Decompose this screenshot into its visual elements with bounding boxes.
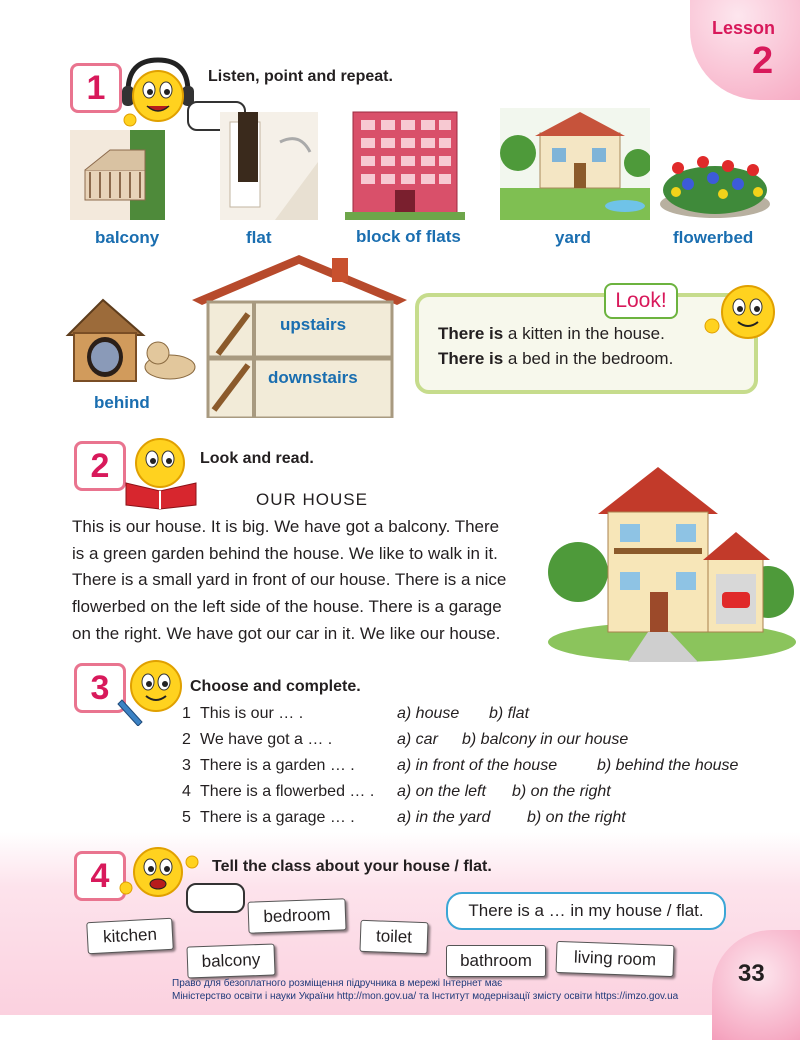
word-yard: yard [555,228,591,247]
word-flowerbed: flowerbed [673,228,754,247]
look-line-2-bold: There is [438,349,504,368]
question-2-option-b: b) balcony in our house [462,731,629,748]
word-downstairs: downstairs [268,368,358,387]
look-line-2 [438,349,673,369]
task-3-instruction: Choose and complete. [190,678,361,695]
look-line-1-rest: a kitten in the house. [503,324,665,343]
question-2-option-a: a) car [397,731,438,748]
empty-speech-bubble-2 [186,883,245,913]
look-line-1 [438,324,665,344]
story-line-1: This is our house. It is big. We have got a balcony. There [72,517,500,536]
story-line-2: is a green garden behind the house. We like to walk in it. [72,544,498,563]
story-line-3: There is a small yard in front of our house. There is a nice [72,570,507,589]
story-line-4: flowerbed on the left side of the house. There is a garage [72,597,502,616]
question-4-option-a: a) on the left [397,783,486,800]
flowerbed-picture [658,148,773,220]
smiley-writing-icon [116,656,188,726]
look-line-1-bold: There is [438,324,504,343]
card-bedroom: bedroom [247,898,346,933]
word-flat: flat [246,228,272,247]
question-1-number: 1 [182,705,191,722]
word-upstairs: upstairs [280,315,347,334]
task-4-instruction: Tell the class about your house / flat. [212,858,492,875]
card-balcony: balcony [186,943,275,978]
question-3-option-a: a) in front of the house [397,757,558,774]
question-3-number: 3 [182,757,191,774]
task-4-number: 4 [74,851,126,901]
yard-picture [500,108,650,220]
balcony-picture [70,130,165,220]
story-title: OUR HOUSE [256,490,368,509]
question-5-option-b: b) on the right [527,809,626,826]
card-bathroom: bathroom [446,945,546,977]
word-behind: behind [94,393,150,412]
question-4-option-b: b) on the right [512,783,611,800]
card-toilet: toilet [359,920,428,954]
dog-kennel-picture [58,295,198,385]
question-5-text: There is a garage … . [200,809,355,826]
question-5-number: 5 [182,809,191,826]
card-kitchen: kitchen [86,918,174,954]
question-1-option-b: b) flat [489,705,530,722]
lesson-number: 2 [752,40,774,82]
question-4-number: 4 [182,783,191,800]
block-of-flats-picture [345,108,465,220]
story-line-5: on the right. We have got our car in it. We like our house. [72,624,501,643]
smiley-headphones-icon [118,52,198,132]
question-2-number: 2 [182,731,191,748]
task-1-instruction: Listen, point and repeat. [208,68,393,85]
footer-line-1: Право для безоплатного розміщення підручника в мережі Інтернет має [172,978,503,989]
lesson-tab [690,0,800,100]
question-2-text: We have got a … . [200,731,333,748]
question-1-text: This is our … . [200,705,304,722]
task-3-number: 3 [74,663,126,713]
question-5-option-a: a) in the yard [397,809,491,826]
page-number: 33 [738,960,765,987]
lesson-label: Lesson [712,18,776,38]
speech-bubble: There is a … in my house / flat. [446,892,726,930]
smiley-reading-book-icon [122,435,202,510]
card-living-room: living room [555,941,674,977]
footer-line-2: Міністерство освіти і науки України http://mon.gov.ua/ та Інститут модернізації змісту освіти https://imzo.gov.ua [172,991,679,1002]
look-tag: Look! [604,283,678,319]
look-line-2-rest: a bed in the bedroom. [503,349,674,368]
question-3-text: There is a garden … . [200,757,355,774]
flat-picture [220,112,318,220]
task-1-number: 1 [70,63,122,113]
question-3-option-b: b) behind the house [597,757,739,774]
question-4-text: There is a flowerbed … . [200,783,375,800]
our-house-picture [548,462,796,662]
question-1-option-a: a) house [397,705,460,722]
task-2-instruction: Look and read. [200,450,314,467]
smiley-pointing-icon [700,282,780,342]
word-balcony: balcony [95,228,160,247]
word-block-of-flats: block of flats [356,227,461,246]
task-2-number: 2 [74,441,126,491]
